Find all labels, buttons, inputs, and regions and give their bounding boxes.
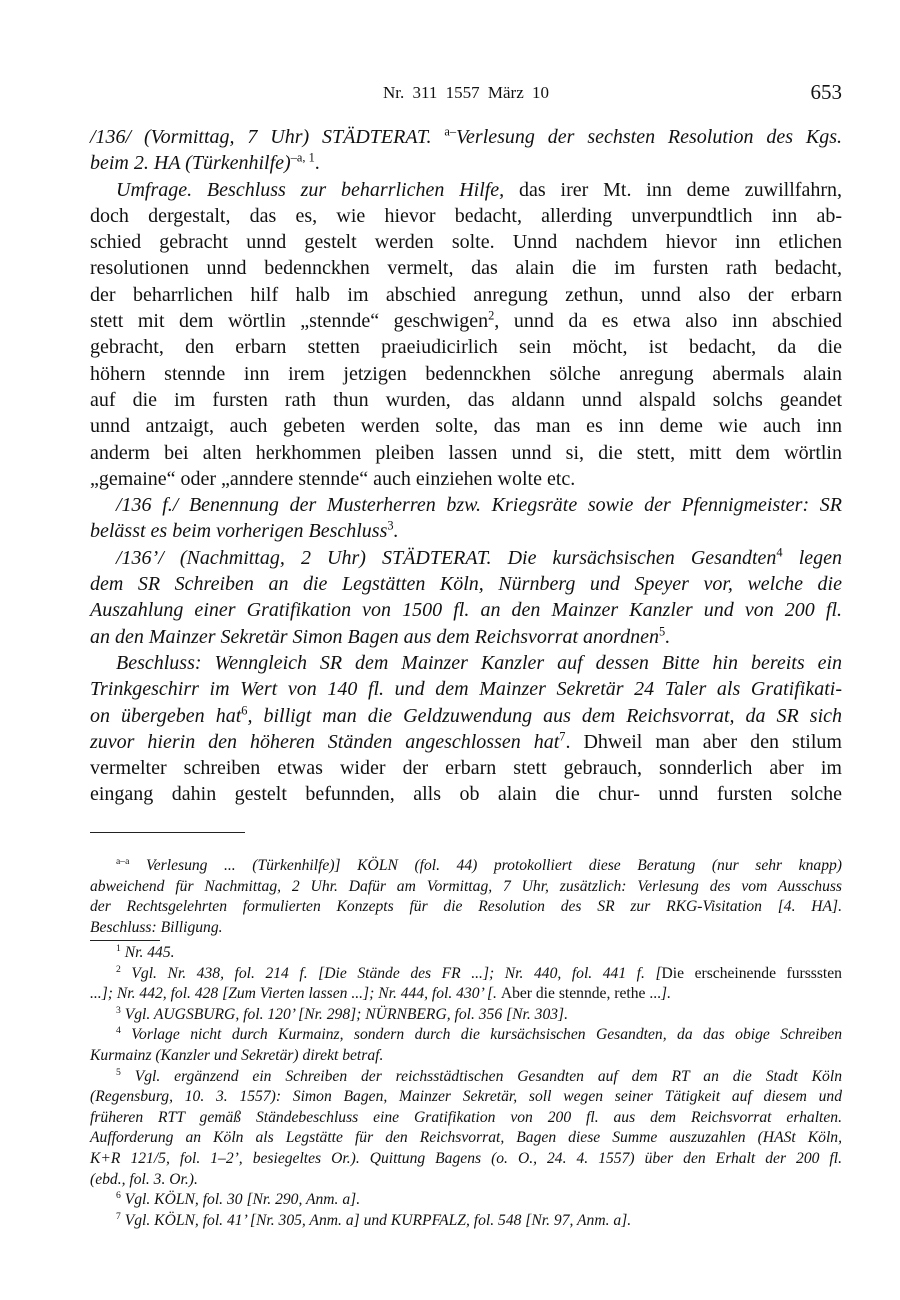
text-segment: on übergeben hat [90, 704, 242, 727]
text-line [90, 150, 842, 176]
text-line [90, 1046, 842, 1067]
footnote-marker: 2 [488, 308, 495, 323]
text-segment: Aber die stennde, rethe ... [500, 985, 662, 1003]
footnote-divider-number [90, 940, 160, 941]
text-line [90, 703, 842, 729]
text-segment: Vgl. KÖLN, fol. 41’ [Nr. 305, Anm. a] und KURPFALZ, fol. 548 [Nr. 97, Anm. a]. [120, 1211, 632, 1229]
text-line [90, 897, 842, 918]
text-segment: höhern stennde inn irem jetzigen bedennckhen sölche anregung abermals alain [90, 362, 842, 385]
text-segment: . [665, 625, 671, 648]
text-segment: vermelter schreiben etwas wider der erbarn stett gebrauch, sonnderlich aber im [90, 757, 842, 780]
text-segment: Trinkgeschirr im Wert von 140 fl. und dem Mainzer Sekretär 24 Taler als Gratifikati- [90, 678, 842, 701]
footnote-marker: a– [444, 124, 457, 139]
text-segment: Vgl. Nr. 438, fol. 214 f. [Die Stände des FR ...]; Nr. 440, fol. 441 f. [ [120, 964, 662, 982]
footnote-marker: 4 [116, 1025, 121, 1037]
text-line [90, 918, 842, 939]
text-line [90, 964, 842, 985]
text-line [90, 1067, 842, 1088]
text-line [90, 229, 842, 255]
running-title: Nr. 311 1557 März 10 [383, 83, 549, 102]
footnote-marker: 5 [658, 623, 666, 638]
text-segment: (ebd., fol. 3. Or.). [90, 1170, 198, 1188]
text-segment: der beharrlichen hilf halb im abschied anregung zethun, unnd also der erbarn [90, 283, 842, 306]
text-segment: Verlesung ... (Türkenhilfe)] KÖLN (fol. 44) protokolliert diese Beratung (nur sehr knapp) [129, 857, 842, 874]
text-segment: der Rechtsgelehrten formulierten Konzepts für die Resolution des SR zur RKG-Visitation [4. HA]. [90, 898, 842, 916]
text-line [90, 1128, 842, 1149]
text-line [90, 1170, 842, 1191]
text-segment: anderm bei alten herkhommen pleiben lassen unnd si, die stett, mitt dem wörtlin [90, 441, 842, 464]
text-segment: auf die im fursten rath thun wurden, das aldann unnd alspald solchs geandet [90, 388, 842, 411]
text-line [90, 440, 842, 466]
text-line [90, 466, 842, 492]
text-line [90, 492, 842, 518]
main-text [90, 124, 842, 808]
text-segment: Beschluss: Billigung. [90, 918, 223, 936]
text-segment: Die erscheinende fursssten [661, 964, 842, 982]
text-line [90, 334, 842, 360]
text-segment: Verlesung der sechsten Resolution des Kgs. [456, 126, 842, 148]
text-segment: , billigt man die Geldzuwendung aus dem Reichsvorrat, da SR sich [247, 704, 842, 727]
footnote-marker: 5 [116, 1066, 121, 1078]
text-segment: Vgl. AUGSBURG, fol. 120’ [Nr. 298]; NÜRNBERG, fol. 356 [Nr. 303]. [120, 1005, 569, 1023]
text-segment: belässt es beim vorherigen Beschluss [90, 520, 388, 543]
text-segment: Umfrage. Beschluss zur beharrlichen Hilfe, [116, 178, 505, 201]
text-line [90, 676, 842, 702]
footnotes-number [90, 943, 842, 1231]
text-line [90, 624, 842, 650]
text-segment: resolutionen unnd bedennckhen vermelt, das alain die im fursten rath bedacht, [90, 257, 842, 280]
text-line [90, 203, 842, 229]
text-line [90, 177, 842, 203]
text-line [90, 1211, 842, 1232]
footnotes-letter [90, 856, 842, 938]
text-line [90, 308, 842, 334]
text-segment: Vorlage nicht durch Kurmainz, sondern durch die kursächsischen Gesandten, da das obige Schreiben [120, 1026, 842, 1044]
text-line [90, 1087, 842, 1108]
footnote-marker: 6 [241, 702, 248, 717]
text-line [90, 781, 842, 807]
text-segment: beim 2. HA (Türkenhilfe) [90, 152, 291, 175]
text-segment: Vgl. KÖLN, fol. 30 [Nr. 290, Anm. a]. [120, 1191, 361, 1209]
footnote-divider-letter [90, 832, 245, 833]
text-line [90, 545, 842, 571]
text-line [90, 413, 842, 439]
text-segment: . [393, 520, 399, 543]
footnote-marker: 2 [116, 963, 121, 975]
text-line [90, 255, 842, 281]
text-segment: doch dergestalt, das es, wie hievor bedacht, allerding unverpundtlich inn ab- [90, 204, 842, 227]
footnote-marker: 7 [116, 1210, 121, 1222]
text-segment: früheren RTT gemäß Ständebeschluss eine Gratifikation von 200 fl. aus dem Reichsvorrat erhalten. [90, 1108, 842, 1126]
text-segment: . Dhweil man aber den stilum [565, 730, 842, 753]
text-segment: Aufforderung an Köln als Legstätte für den Reichsvorrat, Bagen diese Summe auszuzahlen (HASt Köln, [90, 1129, 842, 1147]
page-header [90, 80, 842, 108]
text-segment: zuvor hierin den höheren Ständen angeschlossen hat [90, 730, 560, 753]
text-line [90, 1108, 842, 1129]
text-segment: ]. [661, 985, 671, 1003]
footnote-marker: a–a [116, 855, 130, 867]
text-line [90, 1190, 842, 1211]
text-line [90, 755, 842, 781]
page-number: 653 [810, 80, 842, 104]
text-segment: dem SR Schreiben an die Legstätten Köln, Nürnberg und Speyer vor, welche die [90, 573, 842, 596]
text-line [90, 1005, 842, 1026]
text-line [90, 124, 842, 150]
footnote-marker: 7 [559, 729, 566, 744]
text-segment: eingang dahin gestelt befunnden, alls ob alain die chur- unnd fursten solche [90, 783, 842, 806]
text-segment: gebracht, den erbarn stetten praeiudicirlich sein möcht, ist bedacht, da die [90, 336, 842, 359]
text-segment: Vgl. ergänzend ein Schreiben der reichsstädtischen Gesandten auf dem RT an die Stadt Köln [120, 1067, 842, 1085]
text-line [90, 729, 842, 755]
text-segment: . [314, 152, 320, 175]
text-segment: Auszahlung einer Gratifikation von 1500 fl. an den Mainzer Kanzler und von 200 fl. [90, 599, 842, 622]
text-line [90, 984, 842, 1005]
text-line [90, 571, 842, 597]
text-line [90, 361, 842, 387]
footnote-marker: 6 [116, 1189, 121, 1201]
text-segment: unnd antzaigt, auch gebeten werden solte, das man es inn deme wie auch inn [90, 415, 842, 438]
footnote-marker: 3 [387, 518, 394, 533]
text-segment: , unnd da es etwa also inn abschied [494, 310, 842, 333]
text-line [90, 597, 842, 623]
text-segment: ...]; Nr. 442, fol. 428 [Zum Vierten lassen ...]; Nr. 444, fol. 430’ [. [90, 985, 501, 1003]
text-line [90, 1149, 842, 1170]
text-line [90, 387, 842, 413]
text-segment: Kurmainz (Kanzler und Sekretär) direkt betraf. [90, 1046, 384, 1064]
text-line [90, 650, 842, 676]
text-segment: Nr. 445. [120, 944, 175, 961]
footnote-marker: 4 [776, 545, 783, 560]
text-line [90, 943, 842, 964]
text-segment: abweichend für Nachmittag, 2 Uhr. Dafür am Vormittag, 7 Uhr, zusätzlich: Verlesung des vom Ausschuss [90, 877, 842, 895]
text-segment: (Regensburg, 10. 3. 1557): Simon Bagen, Mainzer Sekretär, soll wegen seiner Tätigkeit auf diesem und [90, 1088, 842, 1106]
text-segment: stett mit dem wörtlin „stennde“ geschwigen [90, 310, 489, 333]
text-segment: Beschluss: Wenngleich SR dem Mainzer Kanzler auf dessen Bitte hin bereits ein [116, 651, 842, 674]
footnote-marker: 1 [116, 942, 121, 954]
text-segment: das irer Mt. inn deme zuwillfahrn, [504, 178, 842, 201]
text-segment: /136/ (Vormittag, 7 Uhr) STÄDTERAT. [90, 126, 445, 148]
text-segment: schied gebracht unnd gestelt werden solte. Unnd nachdem hievor inn etlichen [90, 231, 842, 254]
text-line [90, 282, 842, 308]
text-line [90, 1025, 842, 1046]
text-segment: legen [782, 546, 842, 569]
text-line [90, 518, 842, 544]
text-line [90, 856, 842, 877]
text-segment: K+R 121/5, fol. 1–2’, besiegeltes Or.). Quittung Bagens (o. O., 24. 4. 1557) über den Erhalt der 200 fl. [90, 1149, 842, 1167]
footnote-marker: –a, 1 [290, 150, 315, 165]
text-segment: /136’/ (Nachmittag, 2 Uhr) STÄDTERAT. Die kursächsischen Gesandten [116, 546, 777, 569]
text-line [90, 877, 842, 898]
text-segment: „gemaine“ oder „anndere stennde“ auch einziehen wolte etc. [90, 467, 576, 490]
footnote-marker: 3 [116, 1004, 121, 1016]
text-segment: an den Mainzer Sekretär Simon Bagen aus dem Reichsvorrat anordnen [90, 625, 659, 648]
text-segment: /136 f./ Benennung der Musterherren bzw. Kriegsräte sowie der Pfennigmeister: SR [116, 494, 842, 517]
